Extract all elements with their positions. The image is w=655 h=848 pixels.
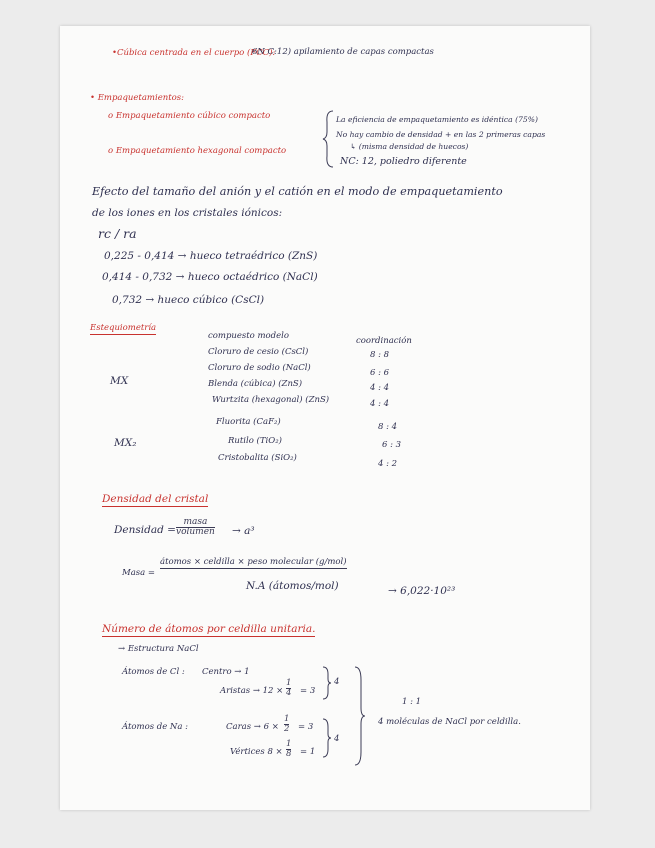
packing-note-1: La eficiencia de empaquetamiento es idéntica (75%)	[336, 115, 538, 124]
stoich-coord-1: 8 : 8	[370, 350, 390, 360]
na-vert-frac-num: 1	[286, 739, 292, 749]
stoich-coord-5: 8 : 4	[378, 422, 398, 432]
stoich-col-compound: compuesto modelo	[208, 331, 289, 341]
stoich-heading: Estequiometría	[90, 323, 157, 333]
na-vertex: Vértices 8 ×	[230, 747, 283, 757]
stoich-row-2: Cloruro de sodio (NaCl)	[208, 363, 311, 373]
density-arrow: → a³	[232, 525, 255, 537]
mass-label: Masa =	[122, 568, 156, 578]
avogadro: → 6,022·10²³	[388, 585, 456, 597]
cl-frac-den: 4	[286, 687, 292, 698]
packing-heading: • Empaquetamientos:	[90, 93, 184, 103]
na-face-frac-den: 2	[284, 723, 290, 734]
packing-note-2: No hay cambio de densidad + en las 2 primeras capas	[336, 130, 546, 139]
stoich-coord-2: 6 : 6	[370, 368, 390, 378]
fcc-label: •Cúbica centrada en el cuerpo (FCC):	[112, 48, 276, 58]
cl-total: 4	[334, 677, 340, 687]
na-vert-frac-den: 8	[286, 748, 292, 759]
density-lhs: Densidad =	[114, 524, 176, 536]
effect-row-3: 0,732 → hueco cúbico (CsCl)	[112, 294, 265, 306]
total-brace	[354, 666, 366, 766]
stoich-coord-7: 4 : 2	[378, 459, 398, 469]
stoich-row-1: Cloruro de cesio (CsCl)	[208, 347, 309, 357]
cl-frac-num: 1	[286, 678, 292, 688]
packing-cubic: o Empaquetamiento cúbico compacto	[108, 111, 271, 121]
effect-ratio: rc / ra	[98, 226, 137, 241]
stoich-coord-6: 6 : 3	[382, 440, 402, 450]
stoich-row-5: Fluorita (CaF₂)	[216, 417, 281, 427]
stoich-row-7: Cristobalita (SiO₂)	[218, 453, 297, 463]
cl-brace	[322, 666, 332, 700]
fcc-note: 6N C:12) apilamiento de capas compactas	[252, 47, 434, 57]
na-faces: Caras → 6 ×	[226, 722, 279, 732]
cl-edges-fraction	[286, 679, 291, 698]
stoich-coord-3: 4 : 4	[370, 383, 390, 393]
effect-row-1: 0,225 - 0,414 → hueco tetraédrico (ZnS)	[104, 250, 318, 262]
density-heading: Densidad del cristal	[102, 493, 209, 505]
na-face-frac-num: 1	[284, 714, 290, 724]
mass-denominator: N.A (átomos/mol)	[246, 580, 339, 592]
atoms-result: 4 moléculas de NaCl por celdilla.	[378, 717, 521, 727]
stoich-col-coord: coordinación	[356, 336, 412, 346]
stoich-group-mx2: MX₂	[114, 437, 137, 449]
packing-note-3: ↳ (misma densidad de huecos)	[350, 142, 469, 151]
notebook-page	[60, 26, 590, 810]
cl-center: Centro → 1	[202, 667, 250, 677]
na-faces-fraction	[284, 715, 289, 734]
na-vertex-fraction	[286, 740, 291, 759]
cl-edges: Aristas → 12 ×	[220, 686, 284, 696]
stoich-row-4: Wurtzita (hexagonal) (ZnS)	[212, 395, 330, 405]
mass-numerator: átomos × celdilla × peso molecular (g/mol)	[160, 557, 347, 567]
na-brace	[322, 718, 332, 758]
packing-hexagonal: o Empaquetamiento hexagonal compacto	[108, 146, 287, 156]
atoms-heading: Número de átomos por celdilla unitaria.	[102, 623, 316, 635]
na-label: Átomos de Na :	[122, 722, 189, 732]
packing-brace	[322, 110, 336, 168]
atoms-ratio: 1 : 1	[402, 697, 422, 707]
effect-line-1: Efecto del tamaño del anión y el catión en el modo de empaquetamiento	[92, 185, 503, 198]
density-fraction	[176, 518, 215, 538]
stoich-group-mx: MX	[110, 375, 129, 387]
effect-line-2: de los iones en los cristales iónicos:	[92, 207, 283, 219]
density-numerator: masa	[183, 517, 208, 527]
density-denominator: volumen	[176, 527, 215, 538]
stoich-coord-4: 4 : 4	[370, 399, 390, 409]
atoms-structure: → Estructura NaCl	[118, 644, 199, 654]
stoich-row-3: Blenda (cúbica) (ZnS)	[208, 379, 303, 389]
na-vertex-total: = 1	[300, 747, 316, 757]
stoich-row-6: Rutilo (TiO₂)	[228, 436, 282, 446]
cl-label: Átomos de Cl :	[122, 667, 185, 677]
na-total: 4	[334, 734, 340, 744]
effect-row-2: 0,414 - 0,732 → hueco octaédrico (NaCl)	[102, 271, 318, 283]
cl-edges-total: = 3	[300, 686, 316, 696]
packing-note-4: NC: 12, poliedro diferente	[340, 156, 467, 167]
na-faces-total: = 3	[298, 722, 314, 732]
